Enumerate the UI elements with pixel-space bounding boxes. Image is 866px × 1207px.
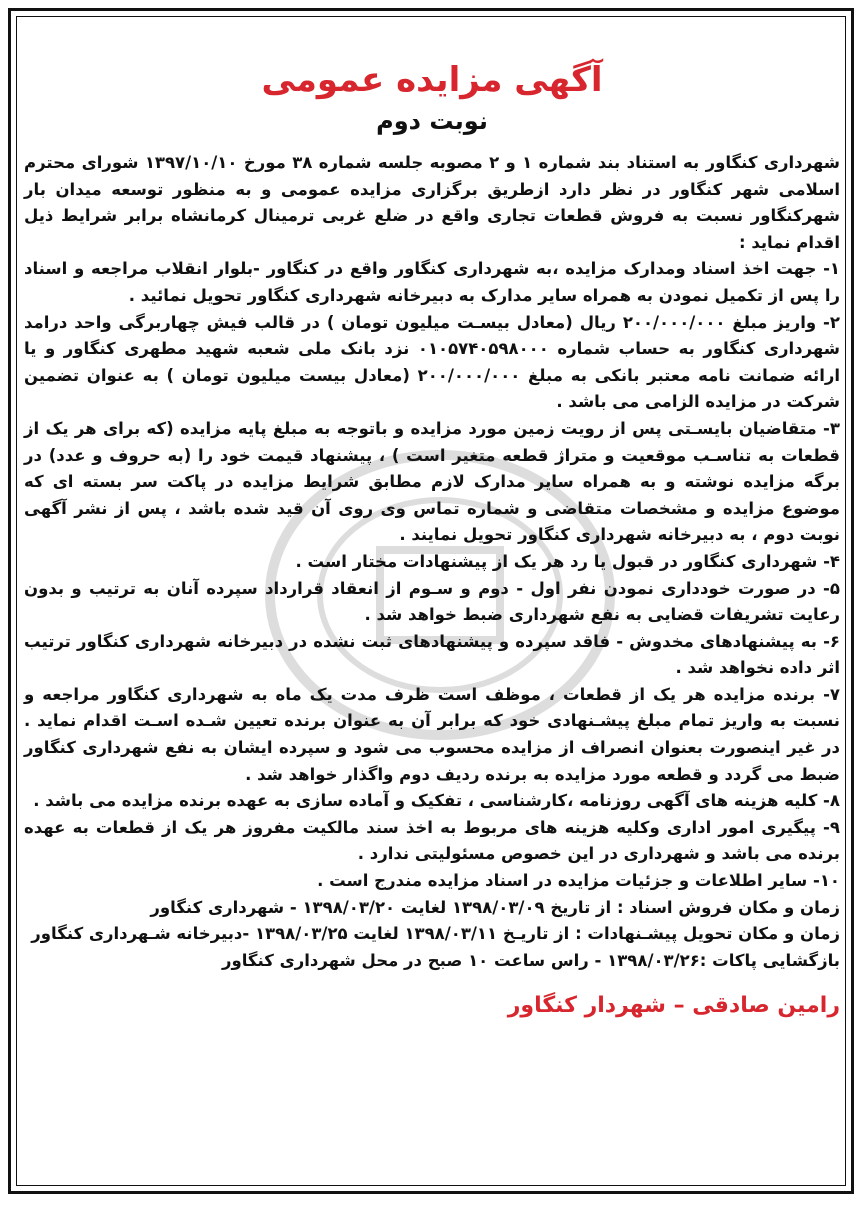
- mayor-signature: رامین صادقی – شهردار کنگاور: [507, 993, 840, 1019]
- clause-10: ۱۰- سایر اطلاعات و جزئیات مزایده در اسناد مزایده مندرج است .: [317, 871, 840, 891]
- clause-3: ۳- متقاضیان بایسـتی پس از رویت زمین مورد مزایده و باتوجه به مبلغ پایه مزایده (که برای هر یک از قطعات به تناسـب موقعیت و متراژ قطعه متغیر است ) ، پیشنهاد قیمت خود را (به حروف و عدد) در برگه مزایده نوشته و به همراه سایر مدارک لازم مطابق شرایط مزایده در پاکت سر بسته ای که موضوع مزایده و مشخصات متقاضی و شماره تماس وی روی آن قید شده باشد ، پس از نشر آگهی نوبت دوم ، به دبیرخانه شهرداری کنگاور تحویل نمایند .: [24, 418, 840, 545]
- clause-8: ۸- کلیه هزینه های آگهی روزنامه ،کارشناسی ، تفکیک و آماده سازی به عهده برنده مزایده می باشد .: [33, 791, 840, 811]
- clause-9: ۹- پیگیری امور اداری وکلیه هزینه های مربوط به اخذ سند مالکیت مفروز هر یک از قطعات به عهده برنده می باشد و شهرداری در این خصوص مسئولیتی ندارد .: [24, 817, 840, 864]
- notice-intro: شهرداری کنگاور به استناد بند شماره ۱ و ۲ مصوبه جلسه شماره ۳۸ مورخ ۱۳۹۷/۱۰/۱۰ شورای محترم اسلامی شهر کنگاور در نظر دارد ازطریق برگزاری مزایده عمومی و به منظور توسعه میدان بار شهرکنگاور نسبت به فروش قطعات تجاری واقع در ضلع غربی ترمینال کرمانشاه برابر شرایط ذیل اقدام نماید :: [24, 153, 840, 252]
- envelope-opening-schedule: بازگشایی پاکات :۱۳۹۸/۰۳/۲۶ - راس ساعت ۱۰ صبح در محل شهرداری کنگاور: [221, 950, 840, 970]
- notice-title: آگهی مزایده عمومی: [261, 60, 603, 100]
- notice-content: [24, 50, 840, 1022]
- bids-delivery-schedule: زمان و مکان تحویل پیشـنهادات : از تاریـخ ۱۳۹۸/۰۳/۱۱ لغایت ۱۳۹۸/۰۳/۲۵ -دبیرخانه شـهرداری کنگاور: [31, 924, 840, 944]
- clause-6: ۶- به پیشنهادهای مخدوش - فاقد سپرده و پیشنهادهای ثبت نشده در دبیرخانه شهرداری کنگاور ترتیب اثر داده نخواهد شد .: [24, 631, 840, 678]
- clause-1: ۱- جهت اخذ اسناد ومدارک مزایده ،به شهرداری کنگاور واقع در کنگاور -بلوار انقلاب مراجعه و اسناد را پس از تکمیل نمودن به همراه سایر مدارک به دبیرخانه شهرداری کنگاور تحویل نمائید .: [24, 259, 840, 305]
- clause-2: ۲- واریز مبلغ ۲۰۰/۰۰۰/۰۰۰ ریال (معادل بیسـت میلیون تومان ) در قالب فیش چهاربرگی واحد درامد شهرداری کنگاور به حساب شماره ۰۱۰۵۷۴۰۵۹۸۰۰۰ نزد بانک ملی شعبه شهید مطهری کنگاور و یا ارائه ضمانت نامه معتبر بانکی به مبلغ ۲۰۰/۰۰۰/۰۰۰ (معادل بیست میلیون تومان ) به عنوان تضمین شرکت در مزایده الزامی می باشد .: [24, 312, 841, 412]
- clause-4: ۴- شهرداری کنگاور در قبول یا رد هر یک از پیشنهادات مختار است .: [295, 551, 840, 571]
- clause-7: ۷- برنده مزایده هر یک از قطعات ، موظف است ظرف مدت یک ماه به شهرداری کنگاور مراجعه و نسبت به واریز تمام مبلغ پیشـنهادی خود که برابر آن به عنوان برنده تعیین شـده اسـت اقدام نماید . در غیر اینصورت بعنوان انصراف از مزایده محسوب می شود و سپرده ایشان به نفع شهرداری کنگاور ضبط می گردد و قطعه مورد مزایده به برنده ردیف دوم واگذار خواهد شد .: [24, 684, 840, 784]
- notice-subtitle: نوبت دوم: [376, 107, 488, 135]
- documents-sale-schedule: زمان و مکان فروش اسناد : از تاریخ ۱۳۹۸/۰۳/۰۹ لغایت ۱۳۹۸/۰۳/۲۰ - شهرداری کنگاور: [150, 897, 840, 917]
- clause-5: ۵- در صورت خودداری نمودن نفر اول - دوم و سـوم از انعقاد قرارداد سپرده آنان به ترتیب و بدون رعایت تشریفات قضایی به نفع شهرداری ضبط خواهد شد .: [24, 578, 840, 625]
